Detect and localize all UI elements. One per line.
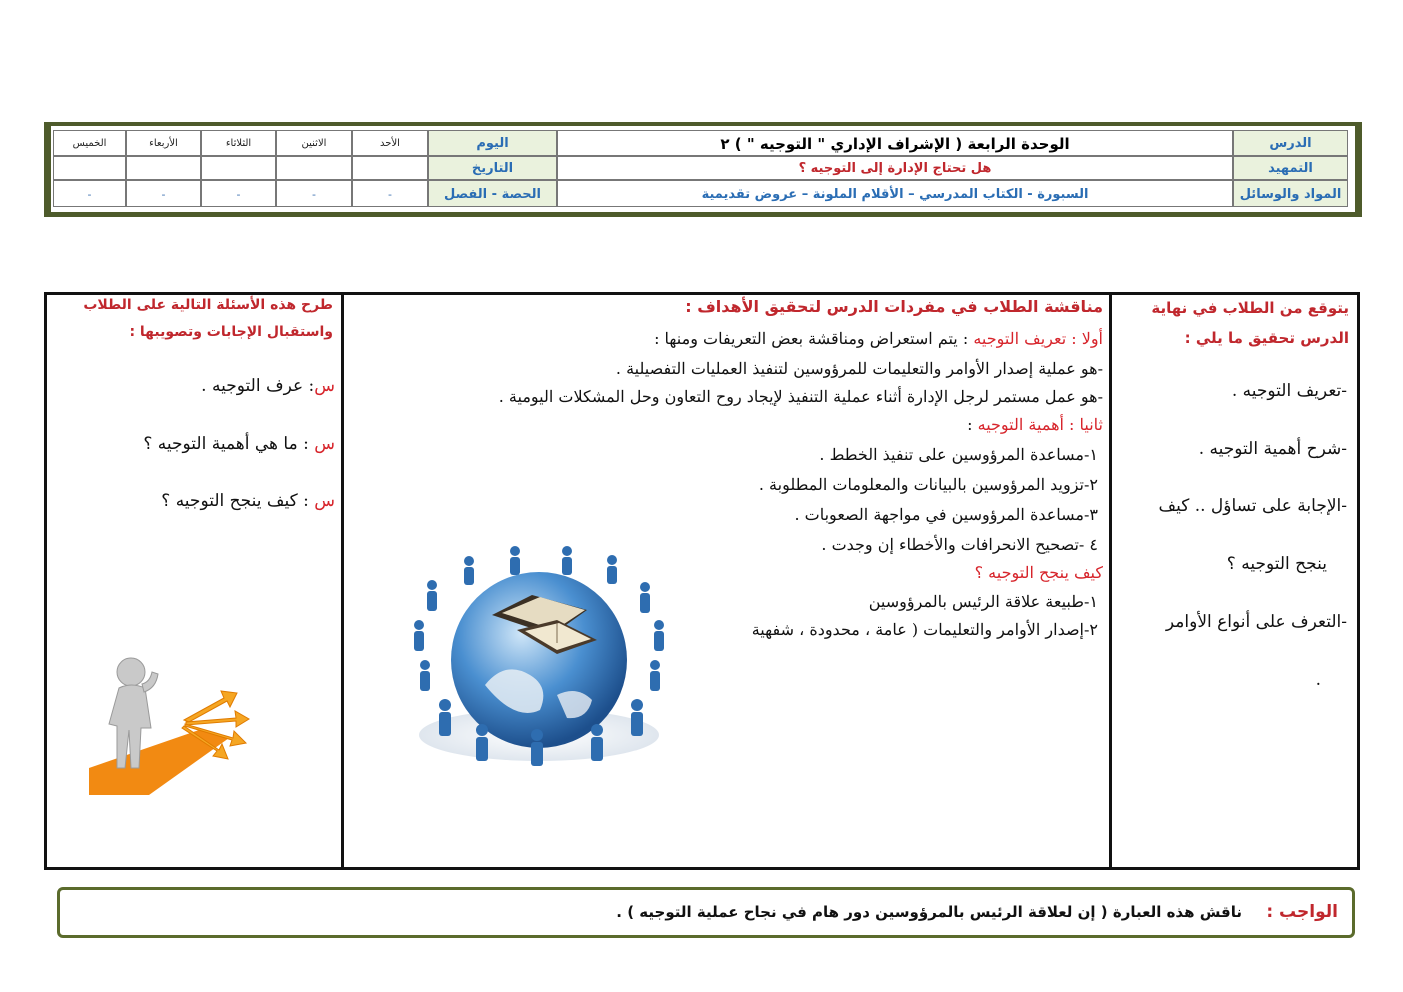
- question-text: : عرف التوجيه .: [201, 376, 315, 396]
- period-cell: -: [53, 180, 126, 207]
- question-3: [161, 491, 335, 511]
- discussion-heading: مناقشة الطلاب في مفردات الدرس لتحقيق الأهداف :: [685, 297, 1103, 316]
- importance-4: ٤ -تصحيح الانحرافات والأخطاء إن وجدت .: [821, 535, 1098, 554]
- question-2: [143, 434, 335, 454]
- day-sunday: الأحد: [352, 130, 428, 156]
- period-cell: -: [201, 180, 276, 207]
- objective-item: -شرح أهمية التوجيه .: [1198, 439, 1347, 459]
- date-cell: [53, 156, 126, 180]
- questions-column: [47, 295, 341, 867]
- date-cell: [201, 156, 276, 180]
- day-monday: الاثنين: [276, 130, 352, 156]
- definition-1: -هو عملية إصدار الأوامر والتعليمات للمرؤوسين لتنفيذ العمليات التفصيلية .: [615, 359, 1103, 378]
- intro-label: التمهيد: [1233, 156, 1348, 180]
- date-cell: [126, 156, 201, 180]
- thinking-person-illustration: [89, 650, 279, 795]
- materials-text: السبورة - الكتاب المدرسي – الأقلام الملونة – عروض تقديمية: [557, 180, 1233, 207]
- importance-3: ٣-مساعدة المرؤوسين في مواجهة الصعوبات .: [794, 505, 1098, 524]
- how-item-1: ١-طبيعة علاقة الرئيس بالمرؤوسين: [868, 592, 1098, 611]
- second-text: :: [967, 415, 978, 434]
- question-1: [201, 376, 335, 396]
- homework-text: ناقش هذه العبارة ( إن لعلاقة الرئيس بالمرؤوسين دور هام في نجاح عملية التوجيه ) .: [616, 903, 1242, 921]
- period-cell: -: [352, 180, 428, 207]
- second-label: ثانيا : أهمية التوجيه: [977, 415, 1103, 434]
- period-cell: -: [276, 180, 352, 207]
- discussion-column: [344, 295, 1109, 867]
- lesson-label: الدرس: [1233, 130, 1348, 156]
- day-label: اليوم: [428, 130, 557, 156]
- day-wednesday: الأربعاء: [126, 130, 201, 156]
- day-thursday: الخميس: [53, 130, 126, 156]
- date-cell: [352, 156, 428, 180]
- importance-1: ١-مساعدة المرؤوسين على تنفيذ الخطط .: [819, 445, 1098, 464]
- objectives-column: [1112, 295, 1357, 867]
- objective-item: .: [1315, 670, 1321, 690]
- objective-item: ينجح التوجيه ؟: [1226, 554, 1327, 574]
- how-item-2: ٢-إصدار الأوامر والتعليمات ( عامة ، محدودة ، شفهية: [751, 620, 1098, 639]
- first-text: : يتم استعراض ومناقشة بعض التعريفات ومنها :: [654, 329, 974, 348]
- materials-label: المواد والوسائل: [1233, 180, 1348, 207]
- globe-people-illustration: [407, 545, 672, 767]
- date-label: التاريخ: [428, 156, 557, 180]
- objective-item: -الإجابة على تساؤل .. كيف: [1158, 496, 1347, 516]
- discussion-line: [967, 415, 1103, 434]
- how-heading: كيف ينجح التوجيه ؟: [974, 563, 1103, 582]
- period-cell: -: [126, 180, 201, 207]
- first-label: أولا : تعريف التوجيه: [973, 329, 1103, 348]
- discussion-line: [654, 329, 1103, 348]
- intro-text: هل تحتاج الإدارة إلى التوجيه ؟: [557, 156, 1233, 180]
- question-text: : ما هي أهمية التوجيه ؟: [143, 434, 315, 454]
- homework-box: [57, 887, 1355, 938]
- question-text: : كيف ينجح التوجيه ؟: [161, 491, 315, 511]
- objective-item: -تعريف التوجيه .: [1231, 381, 1347, 401]
- homework-label: الواجب :: [1266, 902, 1338, 922]
- questions-heading: طرح هذه الأسئلة التالية على الطلاب: [83, 297, 333, 313]
- objectives-heading: الدرس تحقيق ما يلي :: [1184, 329, 1349, 347]
- importance-2: ٢-تزويد المرؤوسين بالبيانات والمعلومات المطلوبة .: [758, 475, 1098, 494]
- question-mark: س: [314, 434, 335, 454]
- definition-2: -هو عمل مستمر لرجل الإدارة أثناء عملية التنفيذ لإيجاد روح التعاون وحل المشكلات اليومية .: [498, 387, 1103, 406]
- period-label: الحصة - الفصل: [428, 180, 557, 207]
- day-tuesday: الثلاثاء: [201, 130, 276, 156]
- questions-heading: واستقبال الإجابات وتصويبها :: [129, 324, 333, 340]
- question-mark: س: [314, 376, 335, 396]
- header-table: [44, 122, 1362, 217]
- question-mark: س: [314, 491, 335, 511]
- objective-item: -التعرف على أنواع الأوامر: [1165, 612, 1347, 632]
- lesson-title: الوحدة الرابعة ( الإشراف الإداري " التوجيه " ) ٢: [557, 130, 1233, 156]
- lesson-body: [44, 292, 1360, 870]
- objectives-heading: يتوقع من الطلاب في نهاية: [1151, 299, 1349, 317]
- date-cell: [276, 156, 352, 180]
